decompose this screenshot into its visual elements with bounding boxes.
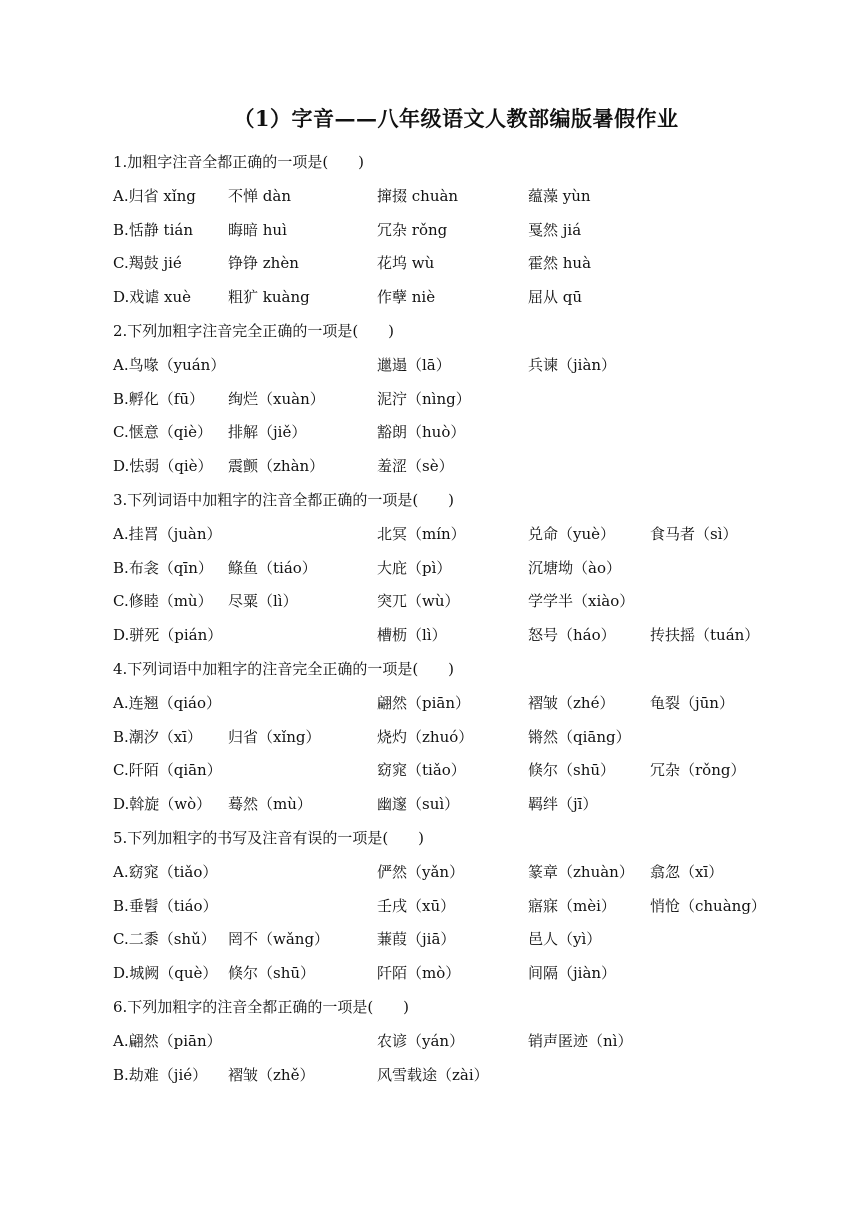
option-term: 槽枥（lì） xyxy=(377,626,447,645)
option-term: 霍然 huà xyxy=(528,254,592,273)
option-row xyxy=(113,585,833,619)
option-term: D.城阙（què） xyxy=(113,964,218,983)
question-stem: 2.下列加粗字注音完全正确的一项是( ) xyxy=(113,321,395,340)
option-term: 排解（jiě） xyxy=(228,423,307,442)
option-term: 花坞 wù xyxy=(377,254,435,273)
option-row xyxy=(113,856,833,890)
option-term: 兵谏（jiàn） xyxy=(528,355,617,374)
option-term: B.恬静 tián xyxy=(113,220,193,239)
option-row xyxy=(113,754,833,788)
option-term: C.惬意（qiè） xyxy=(113,423,212,442)
option-term: A.窈窕（tiǎo） xyxy=(113,862,218,881)
question-stem: 1.加粗字注音全都正确的一项是( ) xyxy=(113,153,365,171)
option-term: A.归省 xǐng xyxy=(113,186,196,205)
option-term: 大庇（pì） xyxy=(377,558,452,577)
question-stem: 6.下列加粗字的注音全都正确的一项是( ) xyxy=(113,997,410,1016)
option-term: 篆章（zhuàn） xyxy=(528,862,634,881)
option-term: 羞涩（sè） xyxy=(377,457,454,476)
option-term: 绚烂（xuàn） xyxy=(228,389,325,408)
option-term: 学学半（xiào） xyxy=(528,592,635,611)
option-row xyxy=(113,552,833,586)
option-term: C.二黍（shǔ） xyxy=(113,930,216,949)
option-term: 戛然 jiá xyxy=(528,220,582,239)
option-term: 蕴藻 yùn xyxy=(528,186,591,205)
option-term: 作孽 niè xyxy=(377,288,436,307)
question-list xyxy=(113,146,833,1092)
option-term: 冗杂（rǒng） xyxy=(650,761,746,780)
option-row xyxy=(113,1025,833,1059)
option-term: 间隔（jiàn） xyxy=(528,964,617,983)
option-term: 突兀（wù） xyxy=(377,592,460,611)
option-row xyxy=(113,518,833,552)
option-term: 阡陌（mò） xyxy=(377,964,461,983)
option-term: 撺掇 chuàn xyxy=(377,186,459,205)
option-term: 风雪载途（zài） xyxy=(377,1065,489,1084)
option-term: 屈从 qū xyxy=(528,288,583,307)
option-term: 兑命（yuè） xyxy=(528,524,616,543)
option-term: 锵然（qiāng） xyxy=(528,727,631,746)
option-term: 泥泞（nìng） xyxy=(377,389,471,408)
option-row xyxy=(113,788,833,822)
option-term: D.怯弱（qiè） xyxy=(113,457,213,476)
option-term: 晦暗 huì xyxy=(228,220,287,239)
option-term: 褶皱（zhě） xyxy=(228,1065,315,1084)
option-term: 冗杂 rǒng xyxy=(377,220,448,239)
option-term: C.修睦（mù） xyxy=(113,592,213,611)
option-row xyxy=(113,957,833,991)
option-row xyxy=(113,349,833,383)
option-term: C.羯鼓 jié xyxy=(113,254,182,273)
option-term: D.斡旋（wò） xyxy=(113,795,212,814)
option-term: 农谚（yán） xyxy=(377,1031,465,1050)
question-stem: 5.下列加粗字的书写及注音有误的一项是( ) xyxy=(113,828,425,847)
option-term: C.阡陌（qiān） xyxy=(113,761,222,780)
option-term: 沉塘坳（ào） xyxy=(528,558,621,577)
option-term: 烧灼（zhuó） xyxy=(377,727,474,746)
question-stem: 4.下列词语中加粗字的注音完全正确的一项是( ) xyxy=(113,659,455,678)
option-term: B.垂髫（tiáo） xyxy=(113,896,218,915)
option-row xyxy=(113,450,833,484)
question-stem: 3.下列词语中加粗字的注音全都正确的一项是( ) xyxy=(113,490,455,509)
option-term: 俨然（yǎn） xyxy=(377,862,465,881)
option-term: 壬戌（xū） xyxy=(377,896,456,915)
option-term: 倏尔（shū） xyxy=(228,964,316,983)
document-title: （1）字音——八年级语文人教部编版暑假作业 xyxy=(233,106,679,131)
option-term: 铮铮 zhèn xyxy=(228,254,299,273)
option-row xyxy=(113,1059,833,1093)
option-row xyxy=(113,721,833,755)
option-row xyxy=(113,890,833,924)
option-term: B.劫难（jié） xyxy=(113,1065,208,1084)
option-row xyxy=(113,383,833,417)
option-term: 豁朗（huò） xyxy=(377,423,466,442)
option-term: 邑人（yì） xyxy=(528,930,602,949)
option-row xyxy=(113,247,833,281)
option-term: B.孵化（fū） xyxy=(113,389,205,408)
option-row xyxy=(113,619,833,653)
option-term: A.连翘（qiáo） xyxy=(113,693,221,712)
option-term: B.布衾（qīn） xyxy=(113,558,213,577)
option-term: 翕忽（xī） xyxy=(650,862,724,881)
option-term: 窈窕（tiǎo） xyxy=(377,761,466,780)
option-term: 寤寐（mèi） xyxy=(528,896,616,915)
option-term: 北冥（mín） xyxy=(377,524,466,543)
option-term: 销声匿迹（nì） xyxy=(528,1031,633,1050)
option-term: 倏尔（shū） xyxy=(528,761,616,780)
option-term: 褶皱（zhé） xyxy=(528,693,615,712)
option-term: 粗犷 kuàng xyxy=(228,288,310,307)
option-term: 悄怆（chuàng） xyxy=(650,896,766,915)
option-term: 罔不（wǎng） xyxy=(228,930,330,949)
option-row xyxy=(113,281,833,315)
option-term: 蓦然（mù） xyxy=(228,795,312,814)
option-row xyxy=(113,687,833,721)
option-term: 不惮 dàn xyxy=(228,186,291,205)
option-term: 翩然（piān） xyxy=(377,693,471,712)
option-row xyxy=(113,923,833,957)
option-term: 震颤（zhàn） xyxy=(228,457,325,476)
option-term: 蒹葭（jiā） xyxy=(377,930,456,949)
option-term: 尽粟（lì） xyxy=(228,592,298,611)
option-term: B.潮汐（xī） xyxy=(113,727,203,746)
option-term: D.戏谑 xuè xyxy=(113,288,192,307)
option-term: A.翩然（piān） xyxy=(113,1031,222,1050)
option-term: 羁绊（jī） xyxy=(528,795,598,814)
option-term: 鲦鱼（tiáo） xyxy=(228,558,317,577)
option-term: 抟扶摇（tuán） xyxy=(650,626,760,645)
option-row xyxy=(113,416,833,450)
option-term: 邋遢（lā） xyxy=(377,355,451,374)
option-row xyxy=(113,180,833,214)
option-term: A.鸟喙（yuán） xyxy=(113,355,226,374)
option-term: 怒号（háo） xyxy=(528,626,616,645)
option-row xyxy=(113,214,833,248)
option-term: A.挂罥（juàn） xyxy=(113,524,222,543)
option-term: 食马者（sì） xyxy=(650,524,738,543)
option-term: 归省（xǐng） xyxy=(228,727,321,746)
option-term: D.骈死（pián） xyxy=(113,626,223,645)
option-term: 龟裂（jūn） xyxy=(650,693,734,712)
option-term: 幽邃（suì） xyxy=(377,795,460,814)
